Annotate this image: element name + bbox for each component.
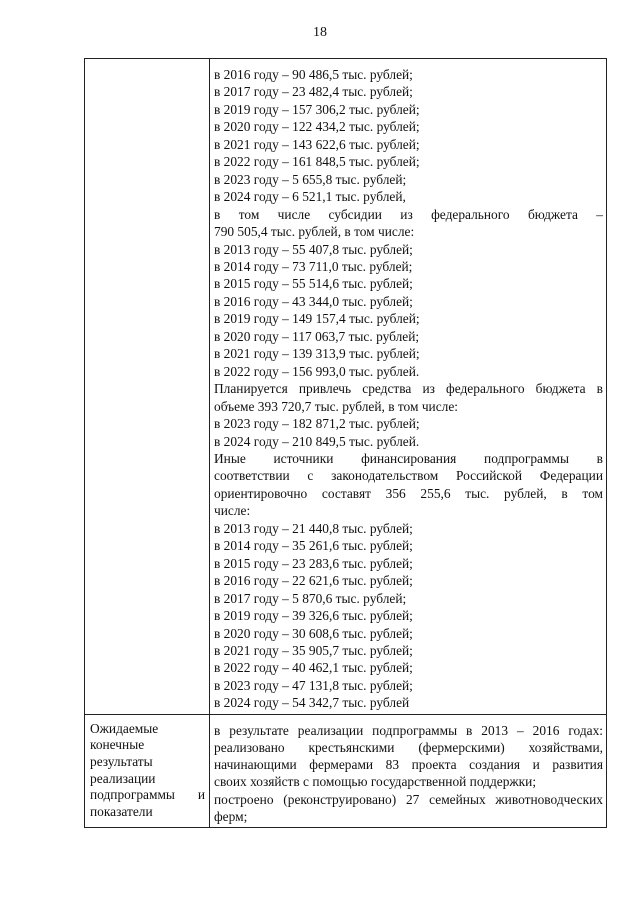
- page-number: 18: [313, 25, 327, 40]
- text-line: в 2024 году – 210 849,5 тыс. рублей.: [214, 433, 420, 449]
- table-row: [85, 59, 607, 715]
- text-line: числе:: [214, 503, 251, 519]
- text-line: начинающими фермерами 83 проекта создания и развития: [214, 757, 603, 773]
- text-line: показатели: [90, 803, 153, 819]
- text-line: в 2021 году – 139 313,9 тыс. рублей;: [214, 346, 420, 362]
- text-line: в 2014 году – 73 711,0 тыс. рублей;: [214, 258, 413, 274]
- text-line: в 2024 году – 6 521,1 тыс. рублей,: [214, 189, 406, 205]
- text-line: Ожидаемые: [90, 720, 159, 736]
- text-line: в 2019 году – 157 306,2 тыс. рублей;: [214, 101, 420, 117]
- text-line: в 2014 году – 35 261,6 тыс. рублей;: [214, 538, 413, 554]
- text-line: в 2022 году – 40 462,1 тыс. рублей;: [214, 660, 413, 676]
- text-line: ориентировочно составят 356 255,6 тыс. рублей, в том: [214, 485, 603, 501]
- text-line: в 2016 году – 90 486,5 тыс. рублей;: [214, 67, 413, 82]
- text-line: в 2019 году – 149 157,4 тыс. рублей;: [214, 311, 420, 327]
- text-line: в 2024 году – 54 342,7 тыс. рублей: [214, 695, 410, 711]
- text-line: Планируется привлечь средства из федерального бюджета в: [214, 381, 603, 397]
- text-line: в 2021 году – 143 622,6 тыс. рублей;: [214, 136, 420, 152]
- text-line: в 2015 году – 55 514,6 тыс. рублей;: [214, 276, 413, 292]
- text-line: в 2017 году – 23 482,4 тыс. рублей;: [214, 84, 413, 100]
- row1-content: [210, 59, 606, 714]
- row2-content-cell: [210, 714, 607, 827]
- row1-label: [85, 59, 209, 65]
- text-line: в 2016 году – 22 621,6 тыс. рублей;: [214, 573, 413, 589]
- text-line: в 2023 году – 47 131,8 тыс. рублей;: [214, 677, 413, 693]
- text-line: в 2015 году – 23 283,6 тыс. рублей;: [214, 555, 413, 571]
- text-line: в 2021 году – 35 905,7 тыс. рублей;: [214, 642, 413, 658]
- text-line: конечные: [90, 737, 145, 753]
- text-line: в 2013 году – 21 440,8 тыс. рублей;: [214, 520, 413, 536]
- text-line: реализовано крестьянскими (фермерскими) хозяйствами,: [214, 739, 603, 755]
- row2-label-cell: [85, 714, 210, 827]
- row2-content: [210, 715, 606, 827]
- passport-table: [84, 58, 607, 828]
- text-line: в 2023 году – 182 871,2 тыс. рублей;: [214, 416, 420, 432]
- text-line: 790 505,4 тыс. рублей, в том числе:: [214, 224, 415, 240]
- text-line: в 2020 году – 117 063,7 тыс. рублей;: [214, 328, 420, 344]
- text-line: в 2019 году – 39 326,6 тыс. рублей;: [214, 608, 413, 624]
- row1-label-cell: [85, 59, 210, 715]
- text-line: подпрограммы и: [90, 787, 205, 803]
- text-line: Иные источники финансирования подпрограммы в: [214, 450, 603, 466]
- text-line: соответствии с законодательством Российской Федерации: [214, 468, 603, 484]
- text-line: в 2023 году – 5 655,8 тыс. рублей;: [214, 171, 407, 187]
- text-line: в 2016 году – 43 344,0 тыс. рублей;: [214, 293, 413, 309]
- text-line: объеме 393 720,7 тыс. рублей, в том числе:: [214, 398, 459, 414]
- row1-content-cell: [210, 59, 607, 715]
- text-line: в 2022 году – 161 848,5 тыс. рублей;: [214, 154, 420, 170]
- text-line: реализации: [90, 770, 156, 786]
- text-line: своих хозяйств с помощью государственной поддержки;: [214, 774, 537, 790]
- text-line: построено (реконструировано) 27 семейных животноводческих: [214, 791, 603, 807]
- text-line: в 2020 году – 30 608,6 тыс. рублей;: [214, 625, 413, 641]
- text-line: в том числе субсидии из федерального бюджета –: [214, 206, 603, 222]
- text-line: ферм;: [214, 808, 248, 824]
- row2-label: [85, 715, 209, 821]
- text-line: в 2020 году – 122 434,2 тыс. рублей;: [214, 119, 420, 135]
- text-line: в 2022 году – 156 993,0 тыс. рублей.: [214, 363, 420, 379]
- text-line: в 2017 году – 5 870,6 тыс. рублей;: [214, 590, 407, 606]
- table-row: [85, 714, 607, 827]
- text-line: результаты: [90, 753, 153, 769]
- text-line: в 2013 году – 55 407,8 тыс. рублей;: [214, 241, 413, 257]
- text-line: в результате реализации подпрограммы в 2013 – 2016 годах:: [214, 722, 603, 738]
